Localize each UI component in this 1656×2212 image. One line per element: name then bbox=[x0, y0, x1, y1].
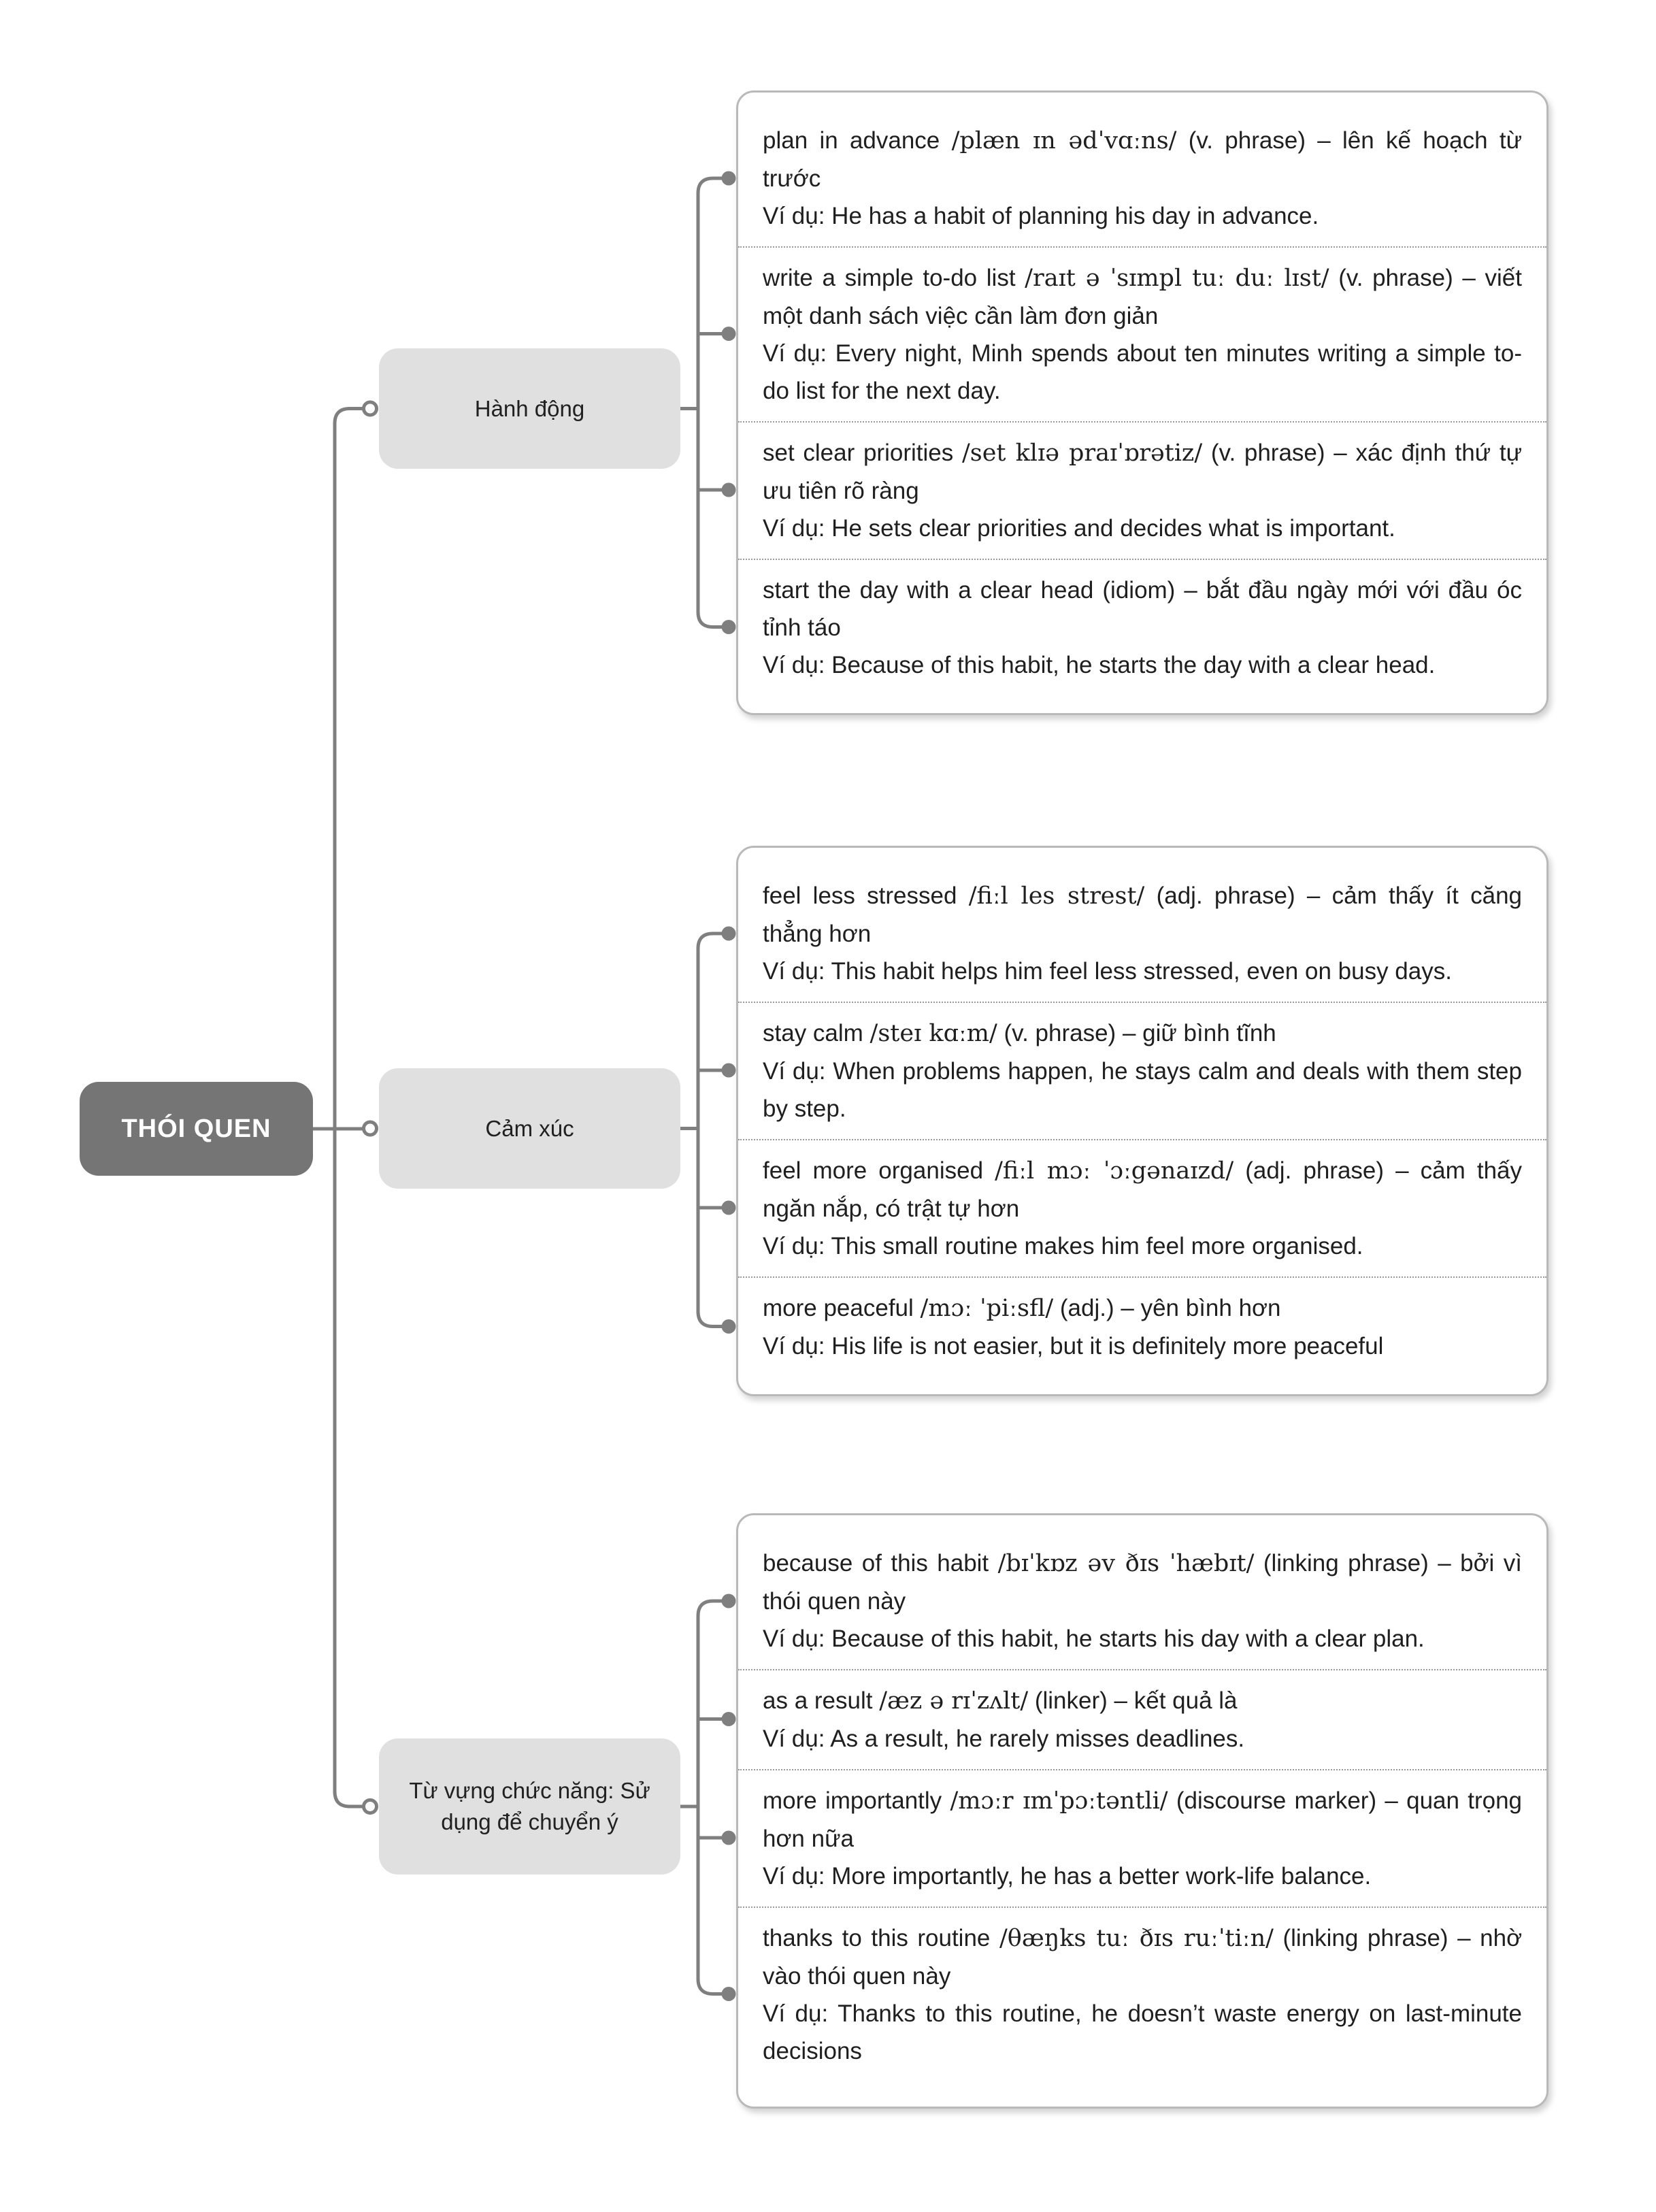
definition-line bbox=[763, 434, 1522, 510]
meaning-text: lên kế hoạch từ trước bbox=[763, 127, 1523, 192]
definition-line bbox=[763, 572, 1522, 646]
example-text: Ví dụ: Because of this habit, he starts his day with a clear plan. bbox=[763, 1625, 1425, 1652]
pos-text: (idiom) bbox=[1102, 577, 1176, 604]
dash-text: – bbox=[1122, 1020, 1136, 1046]
example-text: Ví dụ: His life is not easier, but it is definitely more peaceful bbox=[763, 1333, 1384, 1359]
meaning-text: xác định thứ tự ưu tiên rõ ràng bbox=[763, 440, 1523, 504]
dash-text: – bbox=[1121, 1295, 1134, 1321]
pos-text: (adj. phrase) bbox=[1245, 1157, 1385, 1184]
meaning-text: bởi vì thói quen này bbox=[763, 1550, 1522, 1615]
example-text: Ví dụ: When problems happen, he stays calm and deals with them step by step. bbox=[763, 1058, 1522, 1122]
branch-label: Cảm xúc bbox=[485, 1115, 574, 1141]
ipa-text: /plæn ɪn ədˈvɑːns/ bbox=[951, 127, 1177, 154]
root-node[interactable] bbox=[80, 1082, 313, 1176]
vocab-entry bbox=[738, 1906, 1546, 2081]
ipa-text: /bɪˈkɒz əv ðɪs ˈhæbɪt/ bbox=[997, 1550, 1255, 1577]
meaning-text: nhờ vào thói quen này bbox=[763, 1925, 1523, 1990]
term-text: feel more organised bbox=[763, 1157, 984, 1184]
vocab-entry bbox=[738, 1669, 1546, 1769]
ipa-text: /fiːl mɔː ˈɔːgənaɪzd/ bbox=[995, 1157, 1234, 1185]
vocab-box-tu-vung-chuc-nang[interactable] bbox=[736, 1513, 1549, 2109]
term-text: more peaceful bbox=[763, 1295, 914, 1321]
example-text: Ví dụ: Because of this habit, he starts the day with a clear head. bbox=[763, 652, 1436, 678]
vocab-box-hanh-dong[interactable] bbox=[736, 90, 1549, 715]
example-text: Ví dụ: He sets clear priorities and decides what is important. bbox=[763, 515, 1395, 542]
vocab-entry bbox=[738, 1533, 1546, 1669]
pos-text: (discourse marker) bbox=[1176, 1787, 1377, 1814]
dash-text: – bbox=[1306, 882, 1321, 909]
meaning-text: yên bình hơn bbox=[1140, 1295, 1281, 1321]
meaning-text: cảm thấy ít căng thẳng hơn bbox=[763, 882, 1522, 947]
example-text: Ví dụ: More importantly, he has a better work-life balance. bbox=[763, 1863, 1372, 1889]
definition-line bbox=[763, 1919, 1522, 1995]
term-text: as a result bbox=[763, 1687, 873, 1714]
dash-text: – bbox=[1462, 265, 1476, 291]
pos-text: (v. phrase) bbox=[1188, 127, 1306, 154]
term-text: write a simple to-do list bbox=[763, 265, 1016, 291]
example-text: Ví dụ: This small routine makes him feel more organised. bbox=[763, 1233, 1363, 1259]
branch-node-hanh-dong[interactable] bbox=[379, 348, 680, 469]
meaning-text: cảm thấy ngăn nắp, có trật tự hơn bbox=[763, 1157, 1522, 1222]
definition-line bbox=[763, 259, 1522, 335]
definition-line bbox=[763, 122, 1522, 197]
vocab-entry bbox=[738, 1276, 1546, 1376]
definition-line bbox=[763, 1152, 1522, 1227]
pos-text: (v. phrase) bbox=[1338, 265, 1453, 291]
meaning-text: quan trọng hơn nữa bbox=[763, 1787, 1522, 1852]
vocab-entry bbox=[738, 1139, 1546, 1276]
vocab-entry bbox=[738, 110, 1546, 246]
dash-text: – bbox=[1334, 440, 1347, 466]
dash-text: – bbox=[1317, 127, 1331, 154]
pos-text: (v. phrase) bbox=[1210, 440, 1325, 466]
meaning-text: giữ bình tĩnh bbox=[1142, 1020, 1276, 1046]
pos-text: (linker) bbox=[1034, 1687, 1108, 1714]
branch-label: Từ vựng chức năng: Sử dụng để chuyển ý bbox=[409, 1778, 650, 1834]
dash-text: – bbox=[1457, 1925, 1471, 1951]
term-text: feel less stressed bbox=[763, 882, 957, 909]
definition-line bbox=[763, 1289, 1522, 1327]
meaning-text: kết quả là bbox=[1133, 1687, 1238, 1714]
ipa-text: /raɪt ə ˈsɪmpl tuː duː lɪst/ bbox=[1025, 265, 1329, 292]
definition-line bbox=[763, 1782, 1522, 1858]
ipa-text: /steɪ kɑːm/ bbox=[870, 1020, 997, 1047]
root-label: THÓI QUEN bbox=[121, 1114, 271, 1143]
ipa-text: /θæŋks tuː ðɪs ruːˈtiːn/ bbox=[999, 1925, 1274, 1952]
example-text: Ví dụ: This habit helps him feel less stressed, even on busy days. bbox=[763, 958, 1452, 985]
meaning-text: bắt đầu ngày mới với đầu óc tỉnh táo bbox=[763, 577, 1523, 641]
pos-text: (v. phrase) bbox=[1004, 1020, 1116, 1046]
term-text: because of this habit bbox=[763, 1550, 989, 1577]
definition-line bbox=[763, 1545, 1522, 1620]
branch-label: Hành động bbox=[474, 395, 585, 421]
vocab-box-cam-xuc[interactable] bbox=[736, 846, 1549, 1396]
definition-line bbox=[763, 1014, 1522, 1053]
dash-text: – bbox=[1385, 1787, 1398, 1814]
vocab-entry bbox=[738, 1769, 1546, 1906]
term-text: stay calm bbox=[763, 1020, 863, 1046]
term-text: start the day with a clear head bbox=[763, 577, 1094, 604]
definition-line bbox=[763, 1682, 1522, 1720]
dash-text: – bbox=[1438, 1550, 1451, 1577]
vocab-entry bbox=[738, 421, 1546, 559]
ipa-text: /mɔː ˈpiːsfl/ bbox=[920, 1295, 1054, 1322]
pos-text: (linking phrase) bbox=[1263, 1550, 1429, 1577]
dash-text: – bbox=[1184, 577, 1197, 604]
pos-text: (linking phrase) bbox=[1282, 1925, 1448, 1951]
ipa-text: /fiːl les strest/ bbox=[968, 882, 1145, 910]
vocab-entry bbox=[738, 559, 1546, 695]
meaning-text: viết một danh sách việc cần làm đơn giản bbox=[763, 265, 1522, 329]
example-text: Ví dụ: He has a habit of planning his day in advance. bbox=[763, 203, 1319, 229]
vocab-entry bbox=[738, 1002, 1546, 1139]
term-text: more importantly bbox=[763, 1787, 942, 1814]
example-text: Ví dụ: As a result, he rarely misses deadlines. bbox=[763, 1726, 1245, 1752]
term-text: plan in advance bbox=[763, 127, 940, 154]
vocab-entry bbox=[738, 246, 1546, 421]
term-text: set clear priorities bbox=[763, 440, 954, 466]
pos-text: (adj.) bbox=[1059, 1295, 1114, 1321]
branch-node-cam-xuc[interactable] bbox=[379, 1068, 680, 1189]
example-text: Ví dụ: Every night, Minh spends about ten minutes writing a simple to-do list for the next day. bbox=[763, 340, 1522, 404]
definition-line bbox=[763, 877, 1522, 953]
ipa-text: /mɔːr ɪmˈpɔːtəntli/ bbox=[950, 1787, 1168, 1815]
vocab-entry bbox=[738, 865, 1546, 1002]
branch-node-tu-vung-chuc-nang[interactable] bbox=[379, 1738, 680, 1875]
dash-text: – bbox=[1395, 1157, 1409, 1184]
pos-text: (adj. phrase) bbox=[1156, 882, 1295, 909]
ipa-text: /set klɪə praɪˈɒrətiz/ bbox=[961, 440, 1203, 467]
dash-text: – bbox=[1114, 1687, 1127, 1714]
example-text: Ví dụ: Thanks to this routine, he doesn’t waste energy on last-minute decisions bbox=[763, 2000, 1522, 2064]
term-text: thanks to this routine bbox=[763, 1925, 991, 1951]
ipa-text: /æz ə rɪˈzʌlt/ bbox=[879, 1687, 1029, 1715]
